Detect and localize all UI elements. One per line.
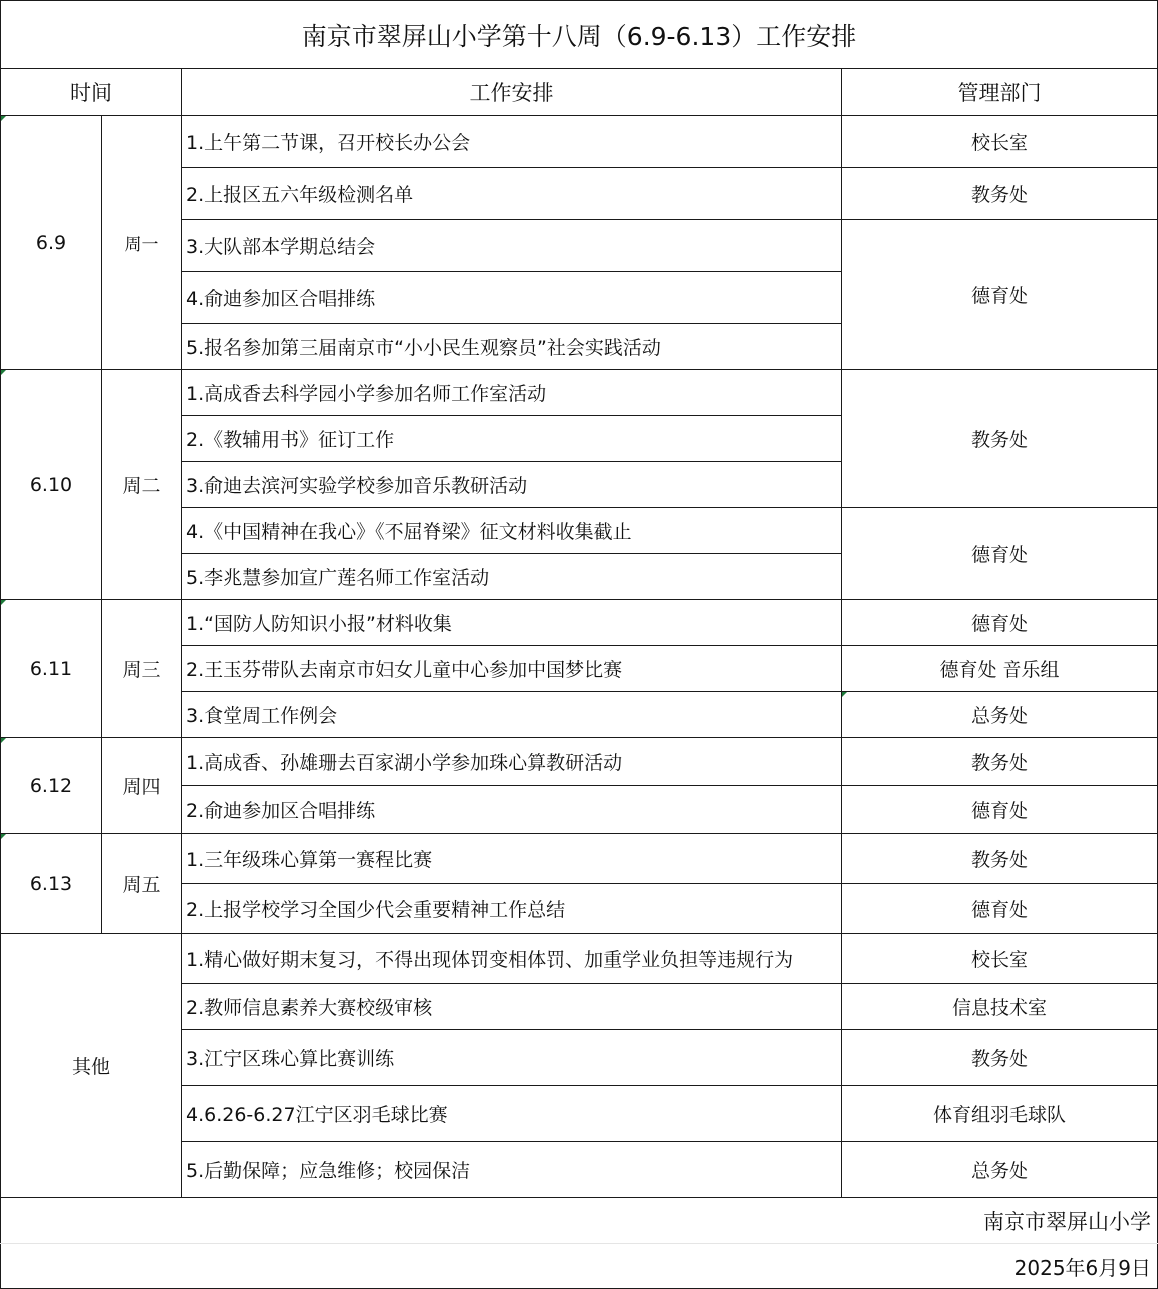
weekday-cell: 周五 [102, 834, 182, 934]
weekday-cell: 周三 [102, 600, 182, 738]
table-row [1, 600, 1158, 646]
other-label: 其他 [1, 934, 182, 1198]
task-cell: 4.6.26-6.27江宁区羽毛球比赛 [182, 1086, 842, 1142]
weekday-cell: 周四 [102, 738, 182, 834]
dept-cell: 教务处 [842, 370, 1158, 508]
task-cell: 4.俞迪参加区合唱排练 [182, 272, 842, 324]
dept-cell: 总务处 [842, 1142, 1158, 1198]
date-cell: 6.12 [1, 738, 102, 834]
task-cell: 2.教师信息素养大赛校级审核 [182, 984, 842, 1030]
dept-cell: 校长室 [842, 116, 1158, 168]
footer-organization: 南京市翠屏山小学 [1, 1198, 1158, 1244]
header-work: 工作安排 [182, 69, 842, 116]
task-cell: 3.俞迪去滨河实验学校参加音乐教研活动 [182, 462, 842, 508]
dept-cell: 德育处 [842, 884, 1158, 934]
date-cell: 6.10 [1, 370, 102, 600]
task-cell: 1.高成香、孙雄珊去百家湖小学参加珠心算教研活动 [182, 738, 842, 786]
task-cell: 2.《教辅用书》征订工作 [182, 416, 842, 462]
dept-cell: 教务处 [842, 1030, 1158, 1086]
dept-cell: 信息技术室 [842, 984, 1158, 1030]
dept-cell: 德育处 音乐组 [842, 646, 1158, 692]
dept-cell: 教务处 [842, 168, 1158, 220]
task-cell: 2.上报区五六年级检测名单 [182, 168, 842, 220]
task-cell: 3.江宁区珠心算比赛训练 [182, 1030, 842, 1086]
date-cell: 6.11 [1, 600, 102, 738]
header-dept: 管理部门 [842, 69, 1158, 116]
dept-cell: 德育处 [842, 786, 1158, 834]
table-row [1, 738, 1158, 786]
task-cell: 1.高成香去科学园小学参加名师工作室活动 [182, 370, 842, 416]
dept-cell: 教务处 [842, 738, 1158, 786]
task-cell: 3.大队部本学期总结会 [182, 220, 842, 272]
table-row [1, 934, 1158, 984]
table-row [1, 834, 1158, 884]
task-cell: 1.精心做好期末复习，不得出现体罚变相体罚、加重学业负担等违规行为 [182, 934, 842, 984]
dept-cell: 德育处 [842, 220, 1158, 370]
task-cell: 1.上午第二节课，召开校长办公会 [182, 116, 842, 168]
task-cell: 2.俞迪参加区合唱排练 [182, 786, 842, 834]
dept-cell: 德育处 [842, 508, 1158, 600]
task-cell: 3.食堂周工作例会 [182, 692, 842, 738]
weekday-cell: 周一 [102, 116, 182, 370]
page-title: 南京市翠屏山小学第十八周（6.9-6.13）工作安排 [1, 1, 1158, 69]
table-row [1, 370, 1158, 416]
dept-cell: 德育处 [842, 600, 1158, 646]
dept-cell: 校长室 [842, 934, 1158, 984]
task-cell: 2.上报学校学习全国少代会重要精神工作总结 [182, 884, 842, 934]
task-cell: 2.王玉芬带队去南京市妇女儿童中心参加中国梦比赛 [182, 646, 842, 692]
header-time: 时间 [1, 69, 182, 116]
task-cell: 1.三年级珠心算第一赛程比赛 [182, 834, 842, 884]
weekday-cell: 周二 [102, 370, 182, 600]
footer-date: 2025年6月9日 [1, 1244, 1158, 1289]
dept-cell: 教务处 [842, 834, 1158, 884]
task-cell: 5.报名参加第三届南京市“小小民生观察员”社会实践活动 [182, 324, 842, 370]
dept-cell: 总务处 [842, 692, 1158, 738]
date-cell: 6.9 [1, 116, 102, 370]
task-cell: 4.《中国精神在我心》《不屈脊梁》征文材料收集截止 [182, 508, 842, 554]
task-cell: 1.“国防人防知识小报”材料收集 [182, 600, 842, 646]
table-row [1, 116, 1158, 168]
task-cell: 5.李兆慧参加宣广莲名师工作室活动 [182, 554, 842, 600]
task-cell: 5.后勤保障；应急维修；校园保洁 [182, 1142, 842, 1198]
date-cell: 6.13 [1, 834, 102, 934]
dept-cell: 体育组羽毛球队 [842, 1086, 1158, 1142]
